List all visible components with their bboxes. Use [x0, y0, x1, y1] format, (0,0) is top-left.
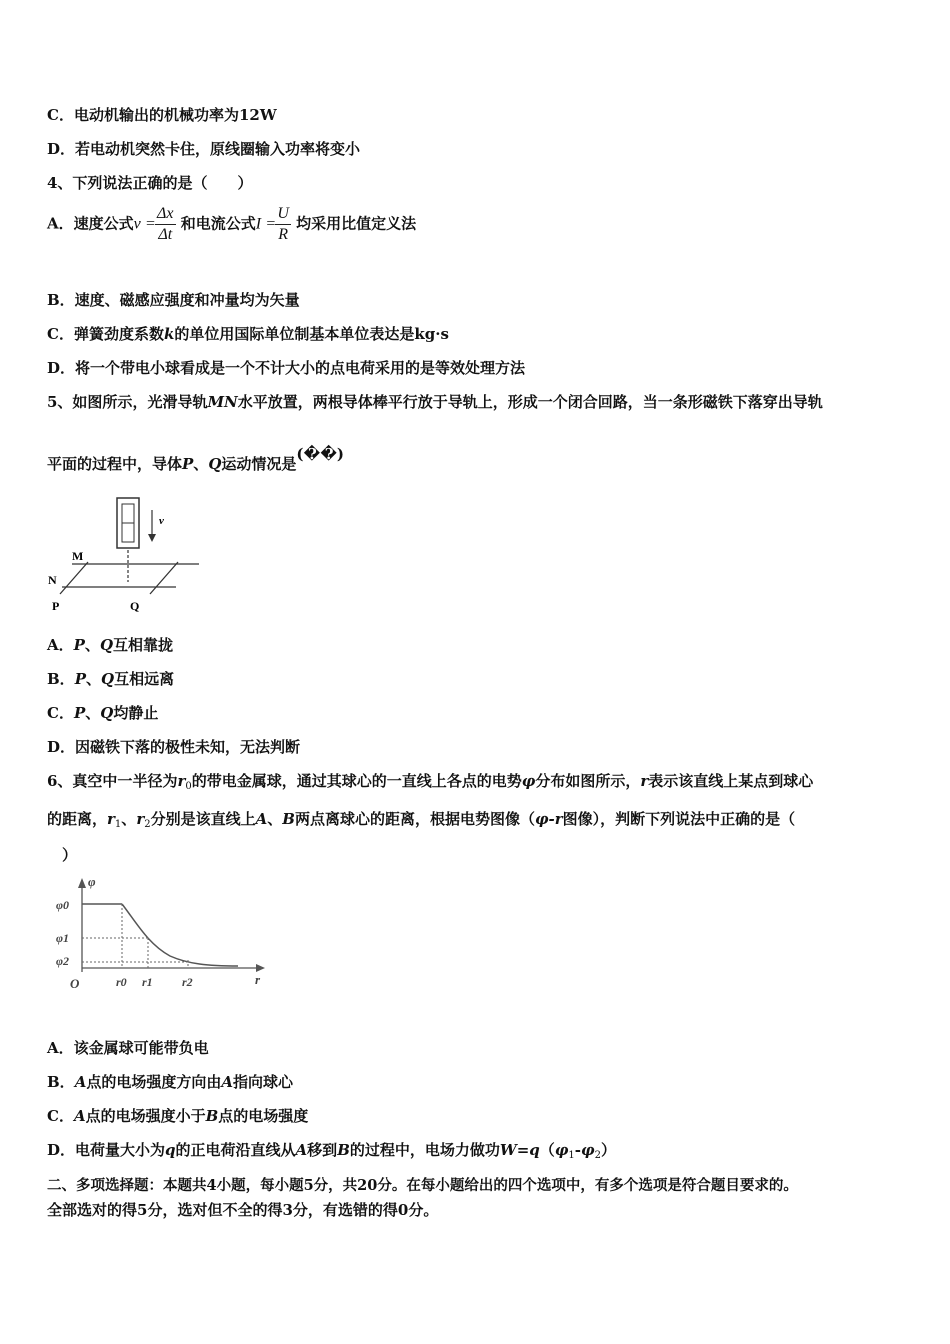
q6c-text-1: 点的电场强度小于 — [85, 1107, 206, 1125]
q5-option-b — [47, 668, 174, 689]
q6c-text-2: 点的电场强度 — [218, 1107, 309, 1125]
q3-option-d: D．若电动机突然卡住，原线圈输入功率将变小 — [47, 140, 361, 158]
section2-heading-line1: 二、多项选择题：本题共4小题，每小题5分，共20分。在每小题给出的四个选项中，有多个选项是符合题目要求的。 — [47, 1177, 798, 1194]
q6-figure — [48, 872, 270, 994]
q6d-close: ） — [600, 1141, 616, 1159]
q5-stem-line2 — [47, 445, 344, 474]
label-v: v — [159, 515, 164, 527]
q6d-paren: （ — [539, 1141, 555, 1159]
q6-t1: 6、真空中一半径为 — [47, 772, 178, 790]
q6-t5: 的距离， — [47, 810, 108, 828]
q6-t7: 两点离球心的距离，根据电势图像（ — [294, 810, 535, 828]
velocity-fraction — [155, 204, 176, 245]
q4-option-a — [47, 204, 416, 245]
r1-label: r1 — [142, 975, 153, 989]
q6d-w: W=q — [499, 1141, 540, 1159]
q6c-b: B — [205, 1107, 219, 1125]
q6c-label: C． — [47, 1107, 74, 1125]
q3-option-c: C．电动机输出的机械功率为12W — [47, 106, 277, 124]
q6-r2: r — [136, 810, 145, 828]
q6-r2-sub: 2 — [144, 819, 151, 830]
q5b-text: 互相远离 — [114, 670, 175, 688]
current-numerator: U — [275, 204, 291, 225]
q5c-p: P — [73, 704, 86, 722]
q6b-text-2: 指向球心 — [232, 1073, 293, 1091]
q5-option-d: D．因磁铁下落的极性未知，无法判断 — [47, 738, 301, 756]
q6d-phi1-sub: 1 — [568, 1150, 575, 1161]
q6-option-d — [47, 1139, 616, 1161]
q6d-text-1: D．电荷量大小为 — [47, 1141, 166, 1159]
label-p: P — [52, 599, 60, 613]
q5-mn: MN — [207, 393, 238, 411]
current-fraction — [275, 204, 291, 245]
q4-option-c — [47, 323, 449, 344]
q6b-a2: A — [221, 1073, 233, 1091]
q4-option-b: B．速度、磁感应强度和冲量均为矢量 — [47, 291, 300, 309]
q4-option-d: D．将一个带电小球看成是一个不计大小的点电荷采用的是等效处理方法 — [47, 359, 526, 377]
q6d-phi2-sub: 2 — [594, 1150, 601, 1161]
q6d-b: B — [337, 1141, 350, 1159]
q6d-text-2: 的正电荷沿直线从 — [175, 1141, 296, 1159]
q5-q: Q — [208, 455, 222, 473]
q5-text-3: 平面的过程中，导体 — [47, 455, 183, 473]
y-axis-arrow — [78, 878, 86, 888]
q6d-text-4: 的过程中，电场力做功 — [349, 1141, 500, 1159]
q6-sep2: 、 — [267, 810, 283, 828]
q5c-label: C． — [47, 704, 74, 722]
q6-phir: φ-r — [534, 810, 563, 828]
label-q: Q — [130, 599, 140, 613]
q5-text-1: 5、如图所示，光滑导轨 — [47, 393, 208, 411]
q5-option-c — [47, 702, 158, 723]
q6b-label: B． — [47, 1073, 75, 1091]
q5-p: P — [182, 455, 194, 473]
label-m: M — [72, 549, 84, 563]
q4a-text-2: 和电流公式 — [180, 214, 256, 233]
q5b-sep: 、 — [85, 670, 101, 688]
q5b-p: P — [74, 670, 86, 688]
r2-label: r2 — [182, 975, 193, 989]
q6-t2: 的带电金属球，通过其球心的一直线上各点的电势 — [191, 772, 522, 790]
q5-blank: (��) — [296, 445, 344, 463]
q5c-sep: 、 — [85, 704, 101, 722]
q5-text-4: 运动情况是 — [221, 455, 297, 473]
q6d-q: q — [165, 1141, 176, 1159]
current-denominator: R — [278, 226, 289, 243]
q5a-text: 互相靠拢 — [113, 636, 174, 654]
q6-r1: r — [107, 810, 115, 828]
q6d-phi1: φ — [554, 1141, 569, 1159]
q6b-text-1: 点的电场强度方向由 — [86, 1073, 222, 1091]
velocity-eq-sign: = — [145, 215, 156, 233]
q6-r-b: r — [640, 772, 649, 790]
q5a-sep: 、 — [84, 636, 100, 654]
axis-x-label: r — [255, 972, 261, 987]
q4a-text-1: A．速度公式 — [47, 214, 134, 233]
current-lhs: I — [255, 215, 262, 233]
q6-r1-sub: 1 — [114, 819, 122, 830]
q6c-a: A — [73, 1107, 86, 1125]
q5-text-2: 水平放置，两根导体棒平行放于导轨上，形成一个闭合回路，当一条形磁铁下落穿出导轨 — [237, 393, 823, 411]
q5a-p: P — [73, 636, 85, 654]
q4c-k: k — [163, 325, 175, 343]
velocity-denominator: Δt — [158, 226, 173, 243]
velocity-numerator: Δx — [155, 204, 176, 225]
q5-option-a — [47, 634, 173, 655]
origin-label: O — [70, 976, 80, 991]
r0-label: r0 — [116, 975, 127, 989]
q6-option-a: A．该金属球可能带负电 — [47, 1039, 209, 1057]
q4-stem: 4、下列说法正确的是（ ） — [47, 174, 253, 192]
velocity-lhs: v — [133, 215, 141, 233]
q6-stem-line2 — [47, 808, 795, 830]
phi2-label: φ2 — [56, 954, 70, 968]
rod-q — [150, 562, 178, 594]
q4c-text-1: C．弹簧劲度系数 — [47, 325, 164, 343]
q5-sep: 、 — [193, 455, 209, 473]
label-n: N — [48, 573, 57, 587]
q6-sep1: 、 — [121, 810, 137, 828]
q6-stem-line3: ） — [62, 846, 78, 864]
q6-t6: 分别是该直线上 — [150, 810, 256, 828]
q5c-text: 均静止 — [113, 704, 159, 722]
q5b-q: Q — [100, 670, 115, 688]
q5-figure — [44, 490, 204, 615]
q6-t3: 分布如图所示， — [535, 772, 641, 790]
q6-stem-line1 — [47, 770, 813, 792]
q5a-q: Q — [99, 636, 114, 654]
q6d-phi2: φ — [581, 1141, 595, 1159]
q6b-a: A — [74, 1073, 87, 1091]
phi0-label: φ0 — [56, 898, 70, 912]
current-eq-sign: = — [266, 215, 276, 233]
rod-p — [60, 562, 88, 594]
q5-stem-line1 — [47, 391, 823, 412]
q4a-text-3: 均采用比值定义法 — [296, 214, 417, 233]
phi1-label: φ1 — [56, 931, 70, 945]
q6-r-sub0: 0 — [185, 781, 192, 792]
q4c-text-2: 的单位用国际单位制基本单位表达是kg·s — [174, 325, 449, 343]
axis-y-label: φ — [88, 874, 96, 889]
q6-option-b — [47, 1071, 293, 1092]
q6-phi: φ — [521, 772, 536, 790]
velocity-arrow-head — [148, 534, 156, 542]
q6d-a: A — [295, 1141, 308, 1159]
q6-t8: 图像），判断下列说法中正确的是（ — [562, 810, 796, 828]
section2-heading-line2: 全部选对的得5分，选对但不全的得3分，有选错的得0分。 — [47, 1201, 439, 1219]
q6d-text-3: 移到 — [307, 1141, 338, 1159]
q6d-minus: - — [574, 1141, 581, 1159]
x-axis-arrow — [256, 964, 265, 972]
q6-t4: 表示该直线上某点到球心 — [648, 772, 814, 790]
q6-a: A — [255, 810, 268, 828]
q6-r: r — [177, 772, 186, 790]
q6-option-c — [47, 1105, 308, 1126]
q5b-label: B． — [47, 670, 75, 688]
q5a-label: A． — [47, 636, 74, 654]
q6-b: B — [282, 810, 295, 828]
q5c-q: Q — [100, 704, 114, 722]
phi-decay-curve — [122, 904, 238, 966]
